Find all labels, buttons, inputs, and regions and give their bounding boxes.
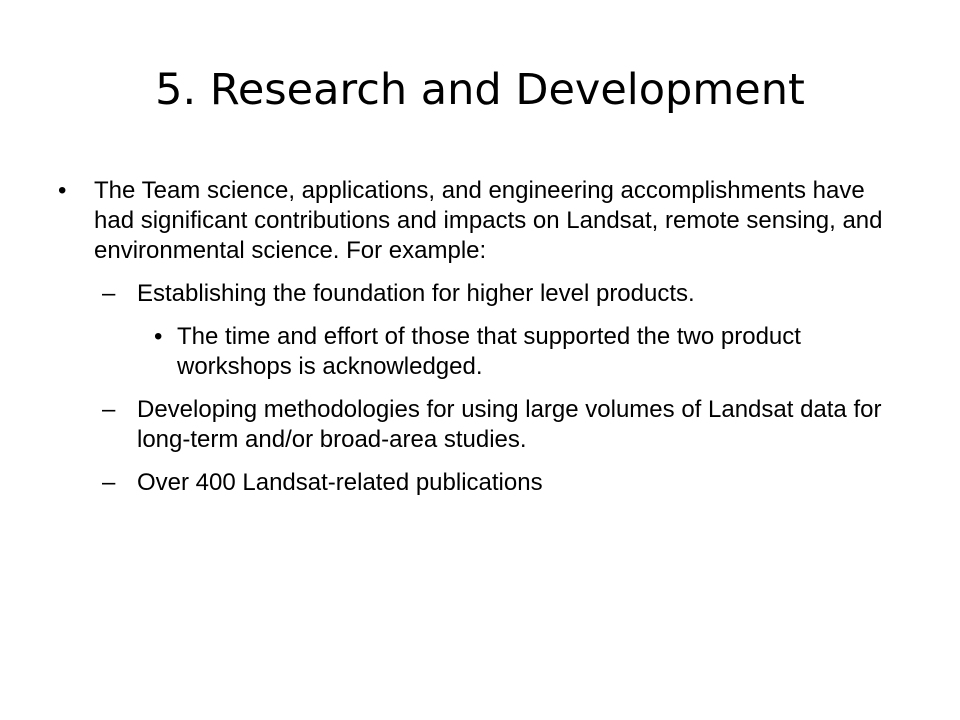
bullet-item bbox=[58, 176, 908, 266]
subbullet-text: Over 400 Landsat-related publications bbox=[137, 469, 543, 496]
subbullet-text: Developing methodologies for using large volumes of Landsat data for long-term and/or broad-area studies. bbox=[137, 396, 882, 453]
bullet-marker: • bbox=[58, 177, 67, 204]
dash-marker: – bbox=[102, 396, 116, 423]
subbullet-item bbox=[58, 468, 908, 498]
subsubbullet-item bbox=[58, 322, 908, 382]
slide-title: 5. Research and Development bbox=[155, 65, 805, 115]
subbullet-text: Establishing the foundation for higher level products. bbox=[137, 280, 695, 307]
subsubbullet-text: The time and effort of those that supported the two product workshops is acknowledged. bbox=[177, 323, 801, 380]
bullet-text: The Team science, applications, and engineering accomplishments have had significant contributions and impacts on Landsat, remote sensing, and environmental science. For example: bbox=[94, 177, 883, 264]
bullet-marker: • bbox=[154, 323, 163, 350]
dash-marker: – bbox=[102, 469, 116, 496]
subbullet-item bbox=[58, 395, 908, 455]
slide-body bbox=[58, 176, 908, 498]
subbullet-item bbox=[58, 279, 908, 309]
dash-marker: – bbox=[102, 280, 116, 307]
